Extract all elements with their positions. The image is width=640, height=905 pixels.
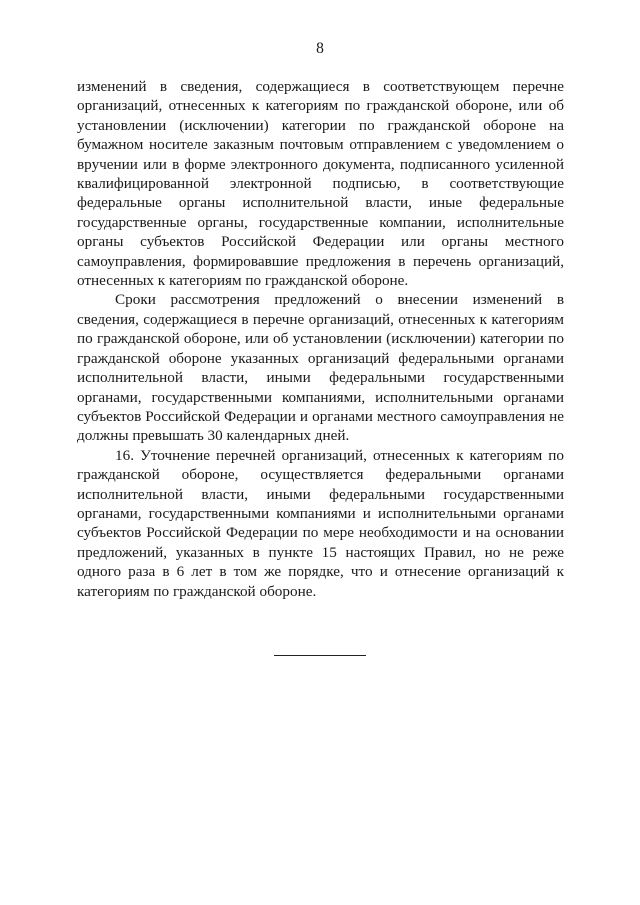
end-of-text-rule xyxy=(274,655,366,656)
paragraph-item-16: 16. Уточнение перечней организаций, отнесенных к категориям по гражданской обороне, осуществляется федеральными органами исполнительной власти, иными федеральными государственными органами, государственными компаниями и исполнительными органами субъектов Российской Федерации по мере необходимости и на основании предложений, указанных в пункте 15 настоящих Правил, но не реже одного раза в 6 лет в том же порядке, что и отнесение организаций к категориям по гражданской обороне. xyxy=(77,446,564,600)
paragraph-continuation: изменений в сведения, содержащиеся в соответствующем перечне организаций, отнесенных к категориям по гражданской обороне, или об установлении (исключении) категории по гражданской обороне на бумажном носителе заказным почтовым отправлением с уведомлением о вручении или в форме электронного документа, подписанного усиленной квалифицированной электронной подписью, в соответствующие федеральные органы исполнительной власти, иные федеральные государственные органы, государственные компании, исполнительные органы субъектов Российской Федерации или органы местного самоуправления, формировавшие предложения в перечень организаций, отнесенных к категориям по гражданской обороне. xyxy=(77,78,564,290)
paragraph-review-deadlines: Сроки рассмотрения предложений о внесении изменений в сведения, содержащиеся в перечне организаций, отнесенных к категориям по гражданской обороне, или об установлении (исключении) категории по гражданской обороне указанных организаций федеральными органами исполнительной власти, иными федеральными государственными органами, государственными компаниями, исполнительными органами субъектов Российской Федерации и органами местного самоуправления не должны превышать 30 календарных дней. xyxy=(77,291,564,445)
document-body xyxy=(77,77,564,601)
page-number: 8 xyxy=(316,40,324,57)
